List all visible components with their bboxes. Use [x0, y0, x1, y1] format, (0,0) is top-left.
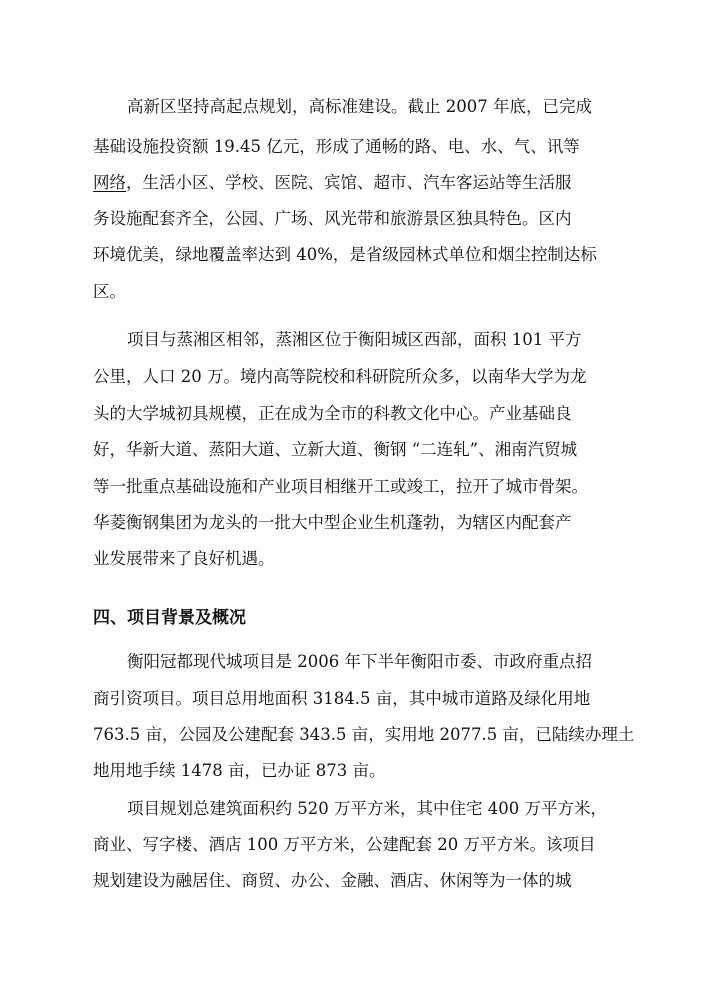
text-line: 衡阳冠都现代城项目是 2006 年下半年衡阳市委、市政府重点招 — [127, 652, 592, 671]
text-line: 高新区坚持高起点规划，高标准建设。截止 2007 年底，已完成 — [127, 97, 592, 116]
text-line: 项目与蒸湘区相邻，蒸湘区位于衡阳城区西部，面积 101 平方 — [127, 330, 582, 349]
underlined-word: 网络 — [93, 173, 126, 192]
text-line: 基础设施投资额 19.45 亿元，形成了通畅的路、电、水、气、讯等 — [93, 137, 580, 156]
text-line: 规划建设为融居住、商贸、办公、金融、酒店、休闲等为一体的城 — [93, 871, 572, 890]
text-line — [93, 172, 572, 194]
text-line: 区。 — [93, 282, 126, 301]
text-line: 头的大学城初具规模，正在成为全市的科教文化中心。产业基础良 — [93, 404, 572, 423]
text-line: 项目规划总建筑面积约 520 万平方米，其中住宅 400 万平方米， — [127, 799, 607, 818]
text-line: 地用地手续 1478 亩，已办证 873 亩。 — [93, 761, 386, 780]
text-line: 环境优美，绿地覆盖率达到 40%，是省级园林式单位和烟尘控制达标 — [93, 245, 597, 264]
section-heading: 四、项目背景及概况 — [93, 608, 246, 628]
text-line: 763.5 亩，公园及公建配套 343.5 亩，实用地 2077.5 亩，已陆续办理土 — [93, 725, 635, 744]
text-line: 业发展带来了良好机遇。 — [93, 549, 275, 568]
text-line: 公里，人口 20 万。境内高等院校和科研院所众多，以南华大学为龙 — [93, 367, 587, 386]
text-line-rest: ，生活小区、学校、医院、宾馆、超市、汽车客运站等生活服 — [126, 173, 572, 192]
text-line: 务设施配套齐全，公园、广场、风光带和旅游景区独具特色。区内 — [93, 209, 572, 228]
text-line: 华菱衡钢集团为龙头的一批大中型企业生机蓬勃，为辖区内配套产 — [93, 513, 572, 532]
text-line: 等一批重点基础设施和产业项目相继开工或竣工，拉开了城市骨架。 — [93, 477, 588, 496]
text-line: 商引资项目。项目总用地面积 3184.5 亩，其中城市道路及绿化用地 — [93, 689, 591, 708]
text-line: 好，华新大道、蒸阳大道、立新大道、衡钢 “二连轧”、湘南汽贸城 — [93, 440, 578, 459]
text-line: 商业、写字楼、酒店 100 万平方米，公建配套 20 万平方米。该项目 — [93, 835, 596, 854]
